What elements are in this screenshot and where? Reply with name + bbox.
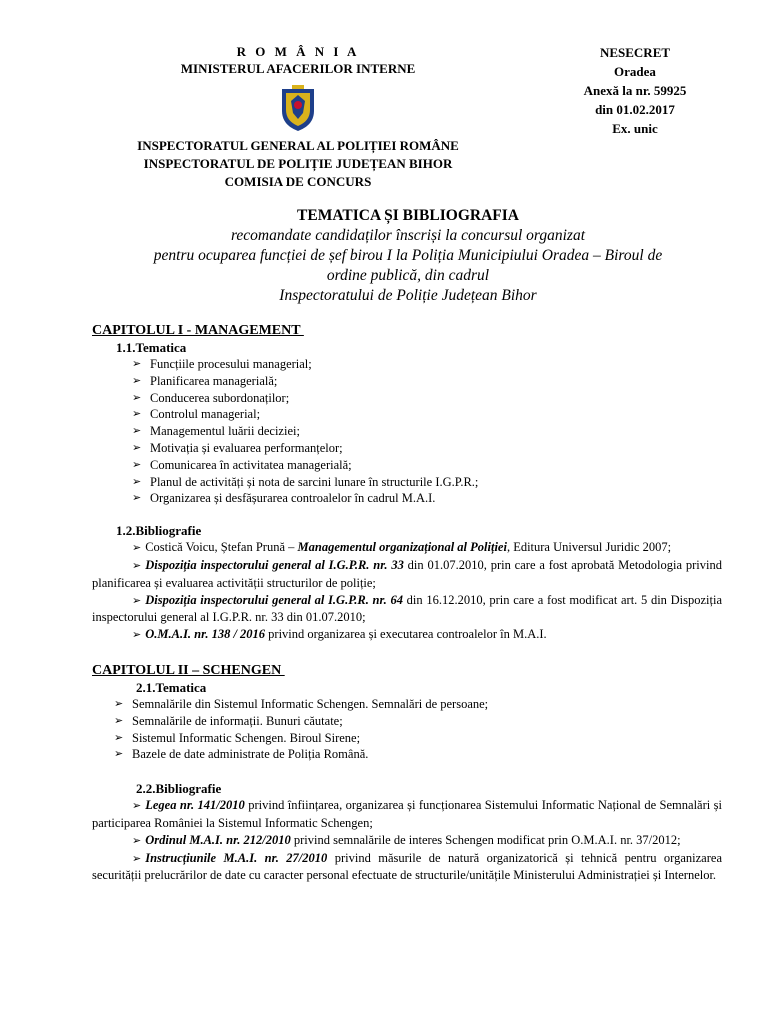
bibliography-item: ➢ Instrucțiunile M.A.I. nr. 27/2010 privind măsurile de natură organizatorică și tehnică pentru organizarea securității prelucrărilor de date cu caracter personal efectuate de structurile/unitățile Ministerului Administrației și Internelor. <box>92 850 722 883</box>
list-item: ➢ Semnalările de informații. Bunuri căutate; <box>114 713 343 728</box>
arrow-bullet-icon: ➢ <box>132 799 142 813</box>
arrow-bullet-icon: ➢ <box>132 407 142 421</box>
list-item: ➢ Controlul managerial; <box>132 407 261 422</box>
list-item: ➢ Planificarea managerială; <box>132 373 278 388</box>
arrow-bullet-icon: ➢ <box>132 851 142 865</box>
list-item: ➢ Organizarea și desfășurarea controalelor în cadrul M.A.I. <box>132 491 436 506</box>
document-subtitle-line: pentru ocuparea funcției de șef birou I la Poliția Municipiului Oradea – Biroul de <box>153 247 663 264</box>
document-subtitle-line: recomandate candidaților înscriși la concursul organizat <box>230 227 586 244</box>
arrow-bullet-icon: ➢ <box>114 713 124 727</box>
coat-of-arms-icon <box>278 83 318 133</box>
section-heading: 2.1.Tematica <box>136 679 207 695</box>
list-item: ➢ Bazele de date administrate de Poliția Română. <box>114 747 369 762</box>
arrow-bullet-icon: ➢ <box>132 833 142 847</box>
document-subtitle-line: ordine publică, din cadrul <box>326 267 490 284</box>
list-item: ➢ Funcțiile procesului managerial; <box>132 357 312 371</box>
bibliography-item: ➢ Ordinul M.A.I. nr. 212/2010 privind semnalările de interes Schengen modificat prin O.M.A.I. nr. 37/2012; <box>132 832 681 847</box>
chapter-heading: CAPITOLUL I - MANAGEMENT <box>92 323 304 338</box>
arrow-bullet-icon: ➢ <box>132 541 142 555</box>
section-heading: 1.2.Bibliografie <box>116 523 202 539</box>
arrow-bullet-icon: ➢ <box>132 628 142 642</box>
institution-name: INSPECTORATUL GENERAL AL POLIȚIEI ROMÂNE <box>137 138 459 153</box>
list-item: ➢ Semnalările din Sistemul Informatic Schengen. Semnalări de persoane; <box>114 696 489 711</box>
arrow-bullet-icon: ➢ <box>114 747 124 761</box>
country-name: R O M Â N I A <box>236 44 360 59</box>
arrow-bullet-icon: ➢ <box>132 390 142 404</box>
section-heading: 2.2.Bibliografie <box>136 781 222 797</box>
annex-number: Anexă la nr. 59925 <box>583 83 687 98</box>
arrow-bullet-icon: ➢ <box>132 558 142 572</box>
arrow-bullet-icon: ➢ <box>132 357 142 370</box>
document-subtitle-line: Inspectoratului de Poliție Județean Bihor <box>279 287 537 304</box>
list-item: ➢ Conducerea subordonaților; <box>132 390 290 405</box>
classification-level: NESECRET <box>599 45 671 60</box>
section-heading: 1.1.Tematica <box>116 340 187 355</box>
classification-block <box>570 43 700 138</box>
list-item: ➢ Sistemul Informatic Schengen. Biroul Sirene; <box>114 730 361 745</box>
topic-list <box>92 356 722 507</box>
arrow-bullet-icon: ➢ <box>132 491 142 505</box>
arrow-bullet-icon: ➢ <box>114 696 124 710</box>
bibliography-item: ➢ Dispoziția inspectorului general al I.G.P.R. nr. 33 din 01.07.2010, prin care a fost aprobată Metodologia privind planificarea și evaluarea activității structurilor de poliție; <box>92 557 722 590</box>
city: Oradea <box>614 64 656 79</box>
copy-note: Ex. unic <box>612 121 658 136</box>
topic-list <box>92 696 722 763</box>
list-item: ➢ Planul de activități și nota de sarcini lunare în structurile I.G.P.R.; <box>132 474 479 489</box>
bibliography-item: ➢ Costică Voicu, Ștefan Prună – Managementul organizațional al Poliției, Editura Universul Juridic 2007; <box>132 540 672 555</box>
arrow-bullet-icon: ➢ <box>114 730 124 744</box>
arrow-bullet-icon: ➢ <box>132 424 142 438</box>
document-title: TEMATICA ȘI BIBLIOGRAFIA <box>297 207 519 224</box>
document-title-block <box>100 206 716 306</box>
list-item: ➢ Comunicarea în activitatea managerială; <box>132 457 352 472</box>
annex-date: din 01.02.2017 <box>595 102 675 117</box>
arrow-bullet-icon: ➢ <box>132 373 142 387</box>
commission-name: COMISIA DE CONCURS <box>224 174 372 189</box>
issuer-header <box>88 43 508 191</box>
bibliography-item: ➢ Legea nr. 141/2010 privind înființarea, organizarea și funcționarea Sistemului Informatic Național de Semnalări și participarea României la Sistemul Informatic Schengen; <box>92 798 722 830</box>
bibliography-item: ➢ O.M.A.I. nr. 138 / 2016 privind organizarea și executarea controalelor în M.A.I. <box>132 627 547 642</box>
arrow-bullet-icon: ➢ <box>132 457 142 471</box>
arrow-bullet-icon: ➢ <box>132 440 142 454</box>
list-item: ➢ Managementul luării deciziei; <box>132 424 300 439</box>
county-inspectorate-name: INSPECTORATUL DE POLIȚIE JUDEȚEAN BIHOR <box>143 156 453 171</box>
bibliography-item: ➢ Dispoziția inspectorului general al I.G.P.R. nr. 64 din 16.12.2010, prin care a fost modificat art. 5 din Dispoziția inspectorului general al I.G.P.R. nr. 33 din 01.07.2010; <box>92 592 722 625</box>
arrow-bullet-icon: ➢ <box>132 593 142 607</box>
chapter-heading: CAPITOLUL II – SCHENGEN <box>92 662 285 678</box>
document-body <box>92 322 722 884</box>
ministry-name: MINISTERUL AFACERILOR INTERNE <box>180 61 416 76</box>
list-item: ➢ Motivația și evaluarea performanțelor; <box>132 440 343 455</box>
arrow-bullet-icon: ➢ <box>132 474 142 488</box>
